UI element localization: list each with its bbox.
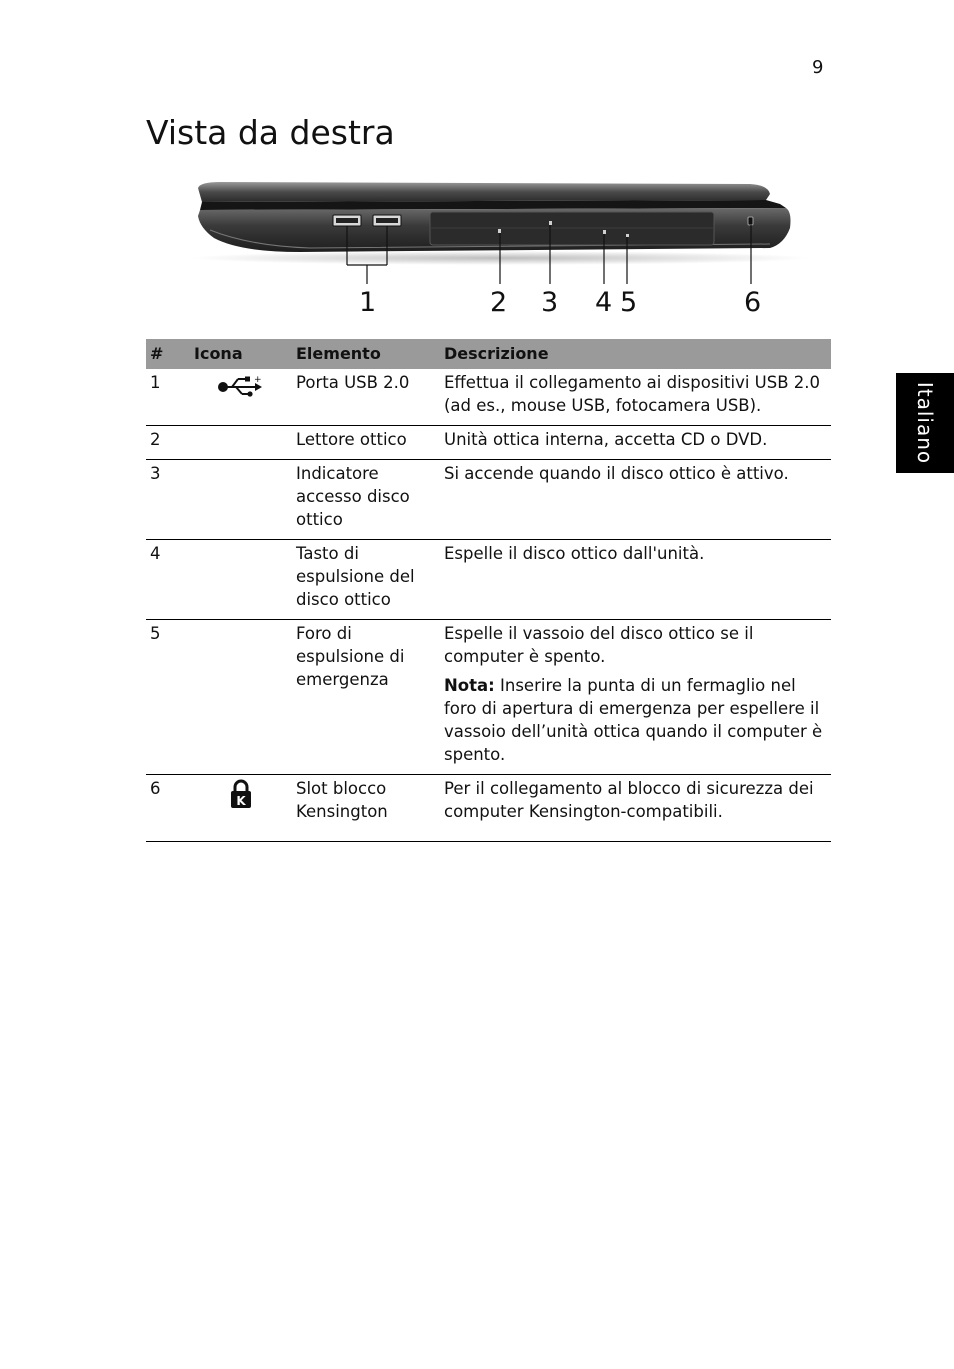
row-description-text: Effettua il collegamento ai dispositivi USB 2.0 (ad es., mouse USB, fotocamera USB). (444, 373, 821, 415)
page-title: Vista da destra (146, 113, 395, 152)
callout-5: 5 (620, 287, 638, 318)
row-element: Porta USB 2.0 (292, 369, 440, 426)
page-number: 9 (812, 57, 824, 78)
callout-3: 3 (541, 287, 559, 318)
row-icon (190, 460, 292, 540)
row-icon (190, 540, 292, 620)
row-description-text: Espelle il vassoio del disco ottico se il computer è spento. (444, 624, 754, 666)
kensington-lock-icon (229, 779, 253, 809)
callout-2: 2 (490, 287, 508, 318)
row-description (440, 426, 831, 460)
row-num: 3 (146, 460, 190, 540)
table-header-row (146, 339, 831, 369)
components-table (146, 339, 831, 842)
row-description-text: Si accende quando il disco ottico è attivo. (444, 464, 789, 483)
row-num: 2 (146, 426, 190, 460)
table-row (146, 775, 831, 842)
usb-icon (216, 373, 266, 399)
row-description-text: Espelle il disco ottico dall'unità. (444, 544, 705, 563)
row-element: Lettore ottico (292, 426, 440, 460)
row-num: 4 (146, 540, 190, 620)
row-description (440, 460, 831, 540)
svg-text:+: + (254, 375, 262, 385)
row-description-text: Unità ottica interna, accetta CD o DVD. (444, 430, 768, 449)
callout-4: 4 (595, 287, 613, 318)
header-icon: Icona (190, 339, 292, 369)
row-num: 6 (146, 775, 190, 842)
row-description-text: Per il collegamento al blocco di sicurezza dei computer Kensington-compatibili. (444, 779, 814, 821)
row-description (440, 775, 831, 842)
row-element: Slot blocco Kensington (292, 775, 440, 842)
table-row (146, 620, 831, 775)
row-element: Tasto di espulsione del disco ottico (292, 540, 440, 620)
callout-6: 6 (744, 287, 762, 318)
row-description (440, 540, 831, 620)
header-num: # (146, 339, 190, 369)
language-tab (896, 373, 954, 473)
row-description (440, 620, 831, 775)
row-element: Foro di espulsione di emergenza (292, 620, 440, 775)
header-element: Elemento (292, 339, 440, 369)
row-icon (190, 620, 292, 775)
row-num: 5 (146, 620, 190, 775)
table-row (146, 426, 831, 460)
row-num: 1 (146, 369, 190, 426)
row-description (440, 369, 831, 426)
header-description: Descrizione (440, 339, 831, 369)
row-icon (190, 775, 292, 842)
row-icon (190, 426, 292, 460)
note-label: Nota: (444, 676, 495, 695)
language-tab-label: Italiano (913, 381, 937, 465)
svg-text:K: K (236, 794, 246, 808)
row-note (444, 674, 827, 766)
note-text: Inserire la punta di un fermaglio nel foro di apertura di emergenza per espellere il vassoio dell’unità ottica quando il computer è spento. (444, 676, 823, 764)
row-element: Indicatore accesso disco ottico (292, 460, 440, 540)
table-row (146, 369, 831, 426)
table-row (146, 460, 831, 540)
callout-1: 1 (359, 287, 377, 318)
table-row (146, 540, 831, 620)
row-icon (190, 369, 292, 426)
